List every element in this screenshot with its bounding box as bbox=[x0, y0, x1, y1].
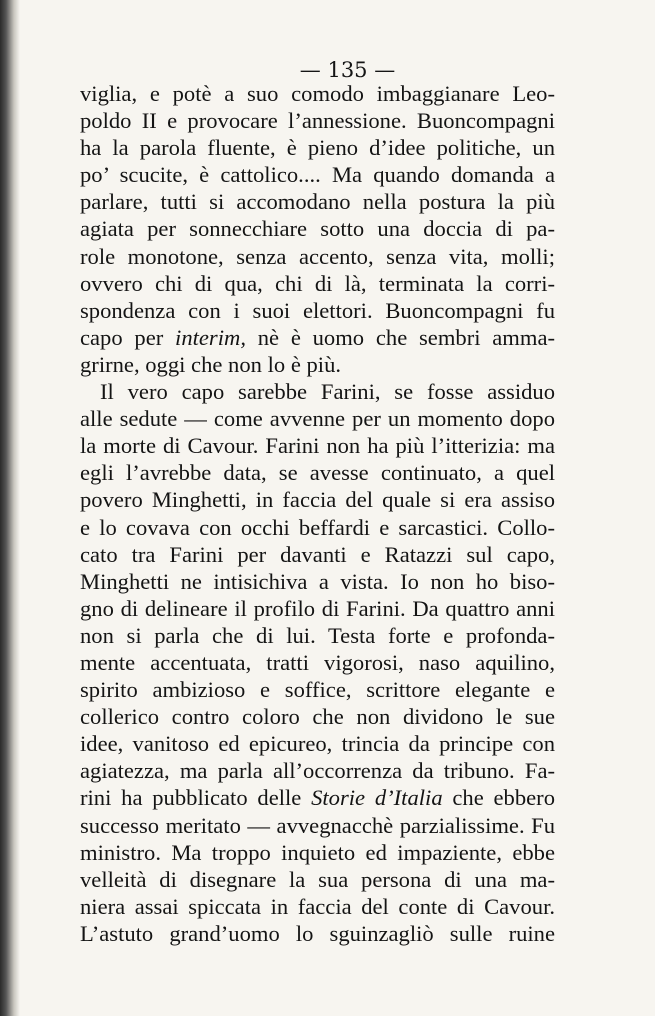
page-binding-edge bbox=[0, 0, 20, 1016]
text-line: role monotone, senza accento, senza vita, molli; bbox=[80, 243, 555, 269]
italic-text-run: interim, bbox=[175, 324, 246, 350]
text-line: la morte di Cavour. Farini non ha più l’itterizia: ma bbox=[80, 433, 555, 459]
text-line: grirne, oggi che non lo è più. bbox=[80, 351, 342, 377]
text-line: agiatezza, ma parla all’occorrenza da tribuno. Fa- bbox=[80, 758, 555, 784]
text-run: capo per bbox=[80, 324, 176, 350]
text-line: spondenza con i suoi elettori. Buoncompagni fu bbox=[80, 297, 555, 323]
text-line: agiata per sonnecchiare sotto una doccia di pa- bbox=[80, 216, 555, 242]
text-line: ha la parola fluente, è pieno d’idee politiche, un bbox=[80, 135, 555, 161]
text-line: parlare, tutti si accomodano nella postura la più bbox=[80, 189, 555, 215]
paragraph bbox=[80, 378, 555, 947]
text-line: e lo covava con occhi beffardi e sarcastici. Collo- bbox=[80, 514, 555, 540]
text-line: mente accentuata, tratti vigorosi, naso aquilino, bbox=[80, 649, 555, 675]
paragraph bbox=[80, 80, 555, 378]
text-line: gno di delineare il profilo di Farini. Da quattro anni bbox=[80, 595, 555, 621]
text-line: idee, vanitoso ed epicureo, trincia da principe con bbox=[80, 731, 555, 757]
text-line: successo meritato — avvegnacchè parzialissime. Fu bbox=[80, 812, 555, 838]
text-line bbox=[80, 784, 555, 811]
text-line: velleità di disegnare la sua persona di una ma- bbox=[80, 866, 555, 892]
text-line: cato tra Farini per davanti e Ratazzi sul capo, bbox=[80, 541, 555, 567]
text-line: spirito ambizioso e soffice, scrittore elegante e bbox=[80, 677, 555, 703]
text-line: collerico contro coloro che non dividono le sue bbox=[80, 704, 555, 730]
text-line: egli l’avrebbe data, se avesse continuato, a quel bbox=[80, 460, 555, 486]
text-line: niera assai spiccata in faccia del conte di Cavour. bbox=[80, 893, 555, 919]
text-line: L’astuto grand’uomo lo sguinzagliò sulle ruine bbox=[80, 920, 555, 946]
body-text bbox=[80, 80, 555, 947]
italic-text-run: Storie d’Italia bbox=[311, 785, 443, 811]
text-line: viglia, e potè a suo comodo imbaggianare Leo- bbox=[80, 81, 555, 106]
text-line: Minghetti ne intisichiva a vista. Io non ho biso- bbox=[80, 568, 555, 594]
text-line: po’ scucite, è cattolico.... Ma quando domanda a bbox=[80, 162, 555, 188]
text-run: nè è uomo che sembri amma- bbox=[245, 324, 555, 350]
text-line: povero Minghetti, in faccia del quale si era assiso bbox=[80, 487, 555, 513]
text-line bbox=[80, 324, 555, 351]
text-run: che ebbero bbox=[442, 785, 556, 811]
text-line: Il vero capo sarebbe Farini, se fosse assiduo bbox=[100, 379, 555, 405]
text-line: ministro. Ma troppo inquieto ed impaziente, ebbe bbox=[80, 839, 555, 865]
text-line: poldo II e provocare l’annessione. Buoncompagni bbox=[80, 108, 555, 134]
text-run: rini ha pubblicato delle bbox=[80, 785, 312, 811]
text-line: alle sedute — come avvenne per un momento dopo bbox=[80, 406, 555, 432]
text-line: ovvero chi di qua, chi di là, terminata la corri- bbox=[80, 270, 555, 296]
text-line: non si parla che di lui. Testa forte e profonda- bbox=[80, 622, 555, 648]
page-number: — 135 — bbox=[299, 58, 396, 82]
